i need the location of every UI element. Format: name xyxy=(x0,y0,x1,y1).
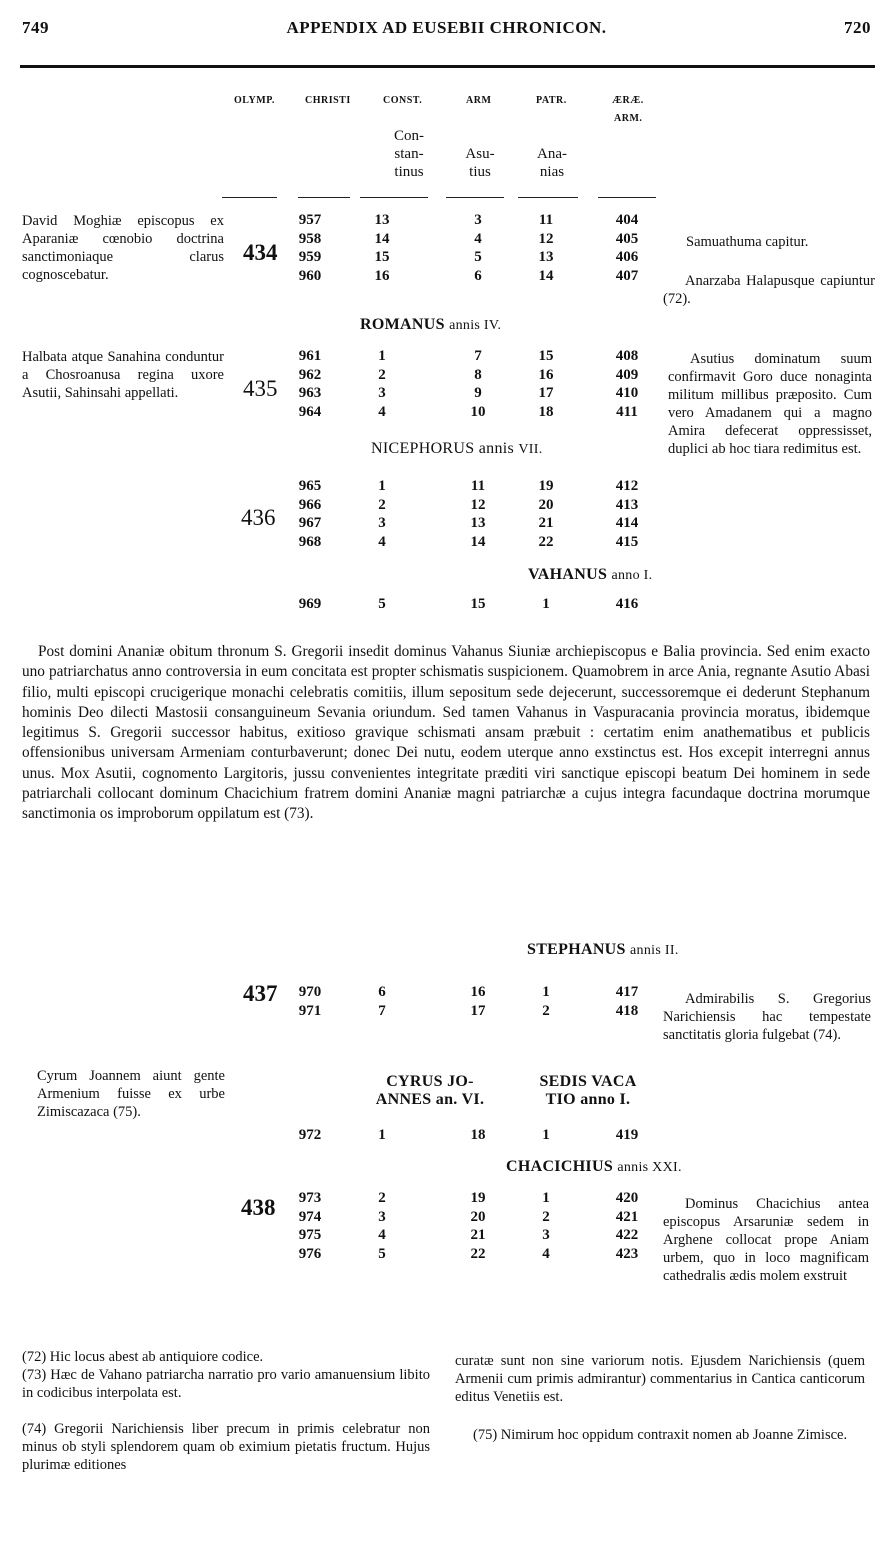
year-const: 2 xyxy=(378,496,386,513)
year-const: 6 xyxy=(378,984,386,1000)
year-christi: 973 xyxy=(298,1190,322,1206)
running-title: APPENDIX AD EUSEBII CHRONICON. xyxy=(286,18,607,37)
olymp-number: 436 xyxy=(241,505,276,530)
year-aerae: 419 xyxy=(615,1127,639,1143)
year-const: 1 xyxy=(378,1127,386,1143)
right-note-samuathuma: Samuathuma capitur. xyxy=(686,234,809,250)
col-aerae-arm: ARM. xyxy=(614,113,643,124)
year-patr: 17 xyxy=(538,385,554,401)
year-arm: 15 xyxy=(470,596,486,612)
left-note-halbata: Halbata atque Sanahina conduntur a Chosroanusa regina uxore Asutii, Sahinsahi appellati. xyxy=(22,349,224,401)
year-christi: 957 xyxy=(298,212,322,228)
year-patr: 22 xyxy=(538,533,554,550)
col-const: CONST. xyxy=(383,95,423,106)
year-arm: 8 xyxy=(474,366,482,383)
year-christi: 976 xyxy=(298,1245,322,1262)
footnote-73: (73) Hæc de Vahano patriarcha narratio pro vario amanuensium libito in codicibus interpolata est. xyxy=(22,1367,430,1401)
year-const: 5 xyxy=(378,596,386,612)
year-christi: 971 xyxy=(298,1002,322,1019)
year-christi: 961 xyxy=(298,348,322,364)
year-christi: 963 xyxy=(298,385,322,401)
year-arm: 9 xyxy=(474,385,482,401)
reign-years: annis IV. xyxy=(449,318,502,333)
year-aerae: 410 xyxy=(615,385,639,401)
year-const: 4 xyxy=(378,403,386,420)
year-const: 4 xyxy=(378,533,386,550)
year-patr: 18 xyxy=(538,403,554,420)
divider xyxy=(598,197,656,198)
arm-name: Asu- tius xyxy=(465,146,495,180)
page-number-right: 720 xyxy=(844,18,871,37)
year-patr: 1 xyxy=(542,1127,550,1143)
year-arm: 13 xyxy=(470,515,486,531)
year-christi: 968 xyxy=(298,533,322,550)
year-patr: 1 xyxy=(542,596,550,612)
reign-name: STEPHANUS xyxy=(527,941,626,958)
const-name: Con- stan- tinus xyxy=(394,128,424,180)
year-arm: 18 xyxy=(470,1127,486,1143)
reign-sedis-vacatio: SEDIS VACA TIO anno I. xyxy=(539,1073,637,1108)
olymp-number: 435 xyxy=(243,376,278,401)
reign-romanus xyxy=(360,316,501,334)
year-patr: 13 xyxy=(538,249,554,265)
reign-years: anno I. xyxy=(611,568,653,583)
year-patr: 4 xyxy=(542,1245,550,1262)
divider xyxy=(222,197,277,198)
main-paragraph: Post domini Ananiæ obitum thronum S. Gregorii insedit dominus Vahanus Siuniæ archiepiscopus e Balia provincia. Sed enim exacto uno patriarchatus anno controversia in eum concitata est propter schismatis suspicionem. Quamobrem in arce Ania, regnante Asutio Abasi filio, multi episcopi crucigerique monachi celebratis comitiis, illum sepositum sede dejecerunt, successoremque ei dederunt Stephanum hominis Deo dilecti Mastosii consanguineum Sevania oriundum. Sed tamen Vahanus in Vaspuracania provincia moratus, ibidemque legitimus S. Gregorii successor habitus, exitioso gravique schismati ansam præbuit : certatim enim anathematibus et publicis offensionibus universam Armeniam conturbaverunt; donec Dei nutu, eodem uterque anno exstinctus est. Hos excepit interregni annus unus. Mox Asutii, cognomento Largitoris, jussu convenientes integritate præditi viri sanctique episcopi beatum Dei hominem in sede patriarchali collocant dominum Chacichium fratrem domini Ananiæ magni patriarchæ a cujus integra facundaque doctrina morumque sanctimonia os improborum oppilatum est (73). xyxy=(22,643,870,823)
year-const: 15 xyxy=(374,249,390,265)
year-const: 1 xyxy=(378,478,386,494)
year-arm: 12 xyxy=(470,496,486,513)
year-patr: 2 xyxy=(542,1208,550,1225)
olymp-number: 434 xyxy=(243,240,278,265)
year-arm: 14 xyxy=(470,533,486,550)
divider xyxy=(298,197,350,198)
year-arm: 11 xyxy=(470,478,486,494)
year-patr: 2 xyxy=(542,1002,550,1019)
footnote-74: (74) Gregorii Narichiensis liber precum in primis celebratur non minus ob styli splendorem quam ob eximium pietatis fructum. Hujus plurimæ editiones xyxy=(22,1421,430,1473)
col-aerae: ÆRÆ. xyxy=(612,95,644,106)
divider xyxy=(518,197,578,198)
year-patr: 14 xyxy=(538,267,554,284)
year-aerae: 415 xyxy=(615,533,639,550)
year-aerae: 407 xyxy=(615,267,639,284)
col-patr: PATR. xyxy=(536,95,567,106)
year-arm: 17 xyxy=(470,1002,486,1019)
reign-vahanus xyxy=(528,566,652,584)
reign-name: VAHANUS xyxy=(528,566,608,583)
year-patr: 16 xyxy=(538,366,554,383)
year-aerae: 405 xyxy=(615,230,639,247)
divider xyxy=(446,197,504,198)
olymp-number: 437 xyxy=(243,981,278,1006)
year-arm: 10 xyxy=(470,403,486,420)
year-arm: 22 xyxy=(470,1245,486,1262)
year-const: 4 xyxy=(378,1227,386,1243)
year-const: 2 xyxy=(378,1190,386,1206)
year-christi: 967 xyxy=(298,515,322,531)
divider xyxy=(360,197,428,198)
year-patr: 11 xyxy=(538,212,554,228)
year-const: 16 xyxy=(374,267,390,284)
year-const: 3 xyxy=(378,385,386,401)
year-patr: 12 xyxy=(538,230,554,247)
olymp-number: 438 xyxy=(241,1195,276,1220)
reign-stephanus xyxy=(527,941,679,959)
col-christi: CHRISTI xyxy=(305,95,351,106)
year-aerae: 414 xyxy=(615,515,639,531)
year-aerae: 417 xyxy=(615,984,639,1000)
year-arm: 5 xyxy=(474,249,482,265)
year-patr: 1 xyxy=(542,984,550,1000)
right-note-asutius: Asutius dominatum suum confirmavit Goro duce nonaginta militum millibus præposito. Cum vero Amadanem qui a magno Amira defecerat oppressisset, duplici ab hoc tiara redimitus est. xyxy=(668,351,872,457)
year-aerae: 420 xyxy=(615,1190,639,1206)
year-christi: 969 xyxy=(298,596,322,612)
reign-name: ROMANUS xyxy=(360,316,445,333)
header-rule xyxy=(20,65,875,68)
reign-years: annis II. xyxy=(630,943,679,958)
year-const: 2 xyxy=(378,366,386,383)
year-arm: 6 xyxy=(474,267,482,284)
year-christi: 965 xyxy=(298,478,322,494)
footnote-74-continued: curatæ sunt non sine variorum notis. Ejusdem Narichiensis (quem Armenii cum primis admirantur) commentarius in Cantica canticorum editus Venetiis est. xyxy=(455,1353,865,1405)
year-arm: 21 xyxy=(470,1227,486,1243)
year-arm: 7 xyxy=(474,348,482,364)
reign-name: CHACICHIUS xyxy=(506,1158,614,1175)
year-aerae: 418 xyxy=(615,1002,639,1019)
year-aerae: 416 xyxy=(615,596,639,612)
year-aerae: 406 xyxy=(615,249,639,265)
footnote-72: (72) Hic locus abest ab antiquiore codice. xyxy=(22,1349,264,1365)
reign-name: NICEPHORUS annis xyxy=(371,440,515,457)
year-const: 3 xyxy=(378,1208,386,1225)
year-patr: 20 xyxy=(538,496,554,513)
year-aerae: 412 xyxy=(615,478,639,494)
year-arm: 19 xyxy=(470,1190,486,1206)
reign-nicephorus xyxy=(371,440,543,458)
right-note-chacichius: Dominus Chacichius antea episcopus Arsaruniæ sedem in Arghene collocat prope Aniam urbem, quo in loco magnificam cathedralis ædis molem exstruit xyxy=(663,1196,869,1284)
reign-years: annis XXI. xyxy=(617,1160,682,1175)
year-patr: 3 xyxy=(542,1227,550,1243)
year-aerae: 423 xyxy=(615,1245,639,1262)
year-patr: 1 xyxy=(542,1190,550,1206)
year-aerae: 422 xyxy=(615,1227,639,1243)
year-arm: 3 xyxy=(474,212,482,228)
year-arm: 16 xyxy=(470,984,486,1000)
year-const: 14 xyxy=(374,230,390,247)
year-const: 5 xyxy=(378,1245,386,1262)
left-note-david: David Moghiæ episcopus ex Aparaniæ cœnobio doctrina sanctimoniaque clarus cognoscebatur. xyxy=(22,213,224,283)
year-christi: 975 xyxy=(298,1227,322,1243)
year-christi: 960 xyxy=(298,267,322,284)
year-const: 13 xyxy=(374,212,390,228)
col-arm: ARM xyxy=(466,95,492,106)
reign-chacichius xyxy=(506,1158,682,1176)
year-aerae: 409 xyxy=(615,366,639,383)
year-patr: 21 xyxy=(538,515,554,531)
year-patr: 19 xyxy=(538,478,554,494)
year-christi: 966 xyxy=(298,496,322,513)
year-aerae: 404 xyxy=(615,212,639,228)
year-const: 7 xyxy=(378,1002,386,1019)
year-aerae: 421 xyxy=(615,1208,639,1225)
footnote-75: (75) Nimirum hoc oppidum contraxit nomen ab Joanne Zimisce. xyxy=(473,1427,848,1443)
year-arm: 20 xyxy=(470,1208,486,1225)
year-christi: 974 xyxy=(298,1208,322,1225)
year-christi: 959 xyxy=(298,249,322,265)
year-const: 1 xyxy=(378,348,386,364)
year-aerae: 411 xyxy=(616,403,638,420)
year-christi: 964 xyxy=(298,403,322,420)
year-christi: 970 xyxy=(298,984,322,1000)
reign-years: VII. xyxy=(518,442,543,457)
patr-name: Ana- nias xyxy=(537,146,567,180)
year-christi: 962 xyxy=(298,366,322,383)
year-aerae: 413 xyxy=(615,496,639,513)
right-note-admirabilis: Admirabilis S. Gregorius Narichiensis hac tempestate sanctitatis gloria fulgebat (74). xyxy=(663,991,871,1043)
col-olymp: OLYMP. xyxy=(234,95,275,106)
left-note-cyrum: Cyrum Joannem aiunt gente Armenium fuisse ex urbe Zimiscazaca (75). xyxy=(37,1068,225,1120)
year-aerae: 408 xyxy=(615,348,639,364)
year-christi: 958 xyxy=(298,230,322,247)
year-christi: 972 xyxy=(298,1127,322,1143)
right-note-anarzaba: Anarzaba Halapusque capiuntur (72). xyxy=(663,273,875,307)
page-number-left: 749 xyxy=(22,18,49,37)
reign-cyrus: CYRUS JO- ANNES an. VI. xyxy=(375,1073,485,1108)
year-const: 3 xyxy=(378,515,386,531)
year-arm: 4 xyxy=(474,230,482,247)
year-patr: 15 xyxy=(538,348,554,364)
